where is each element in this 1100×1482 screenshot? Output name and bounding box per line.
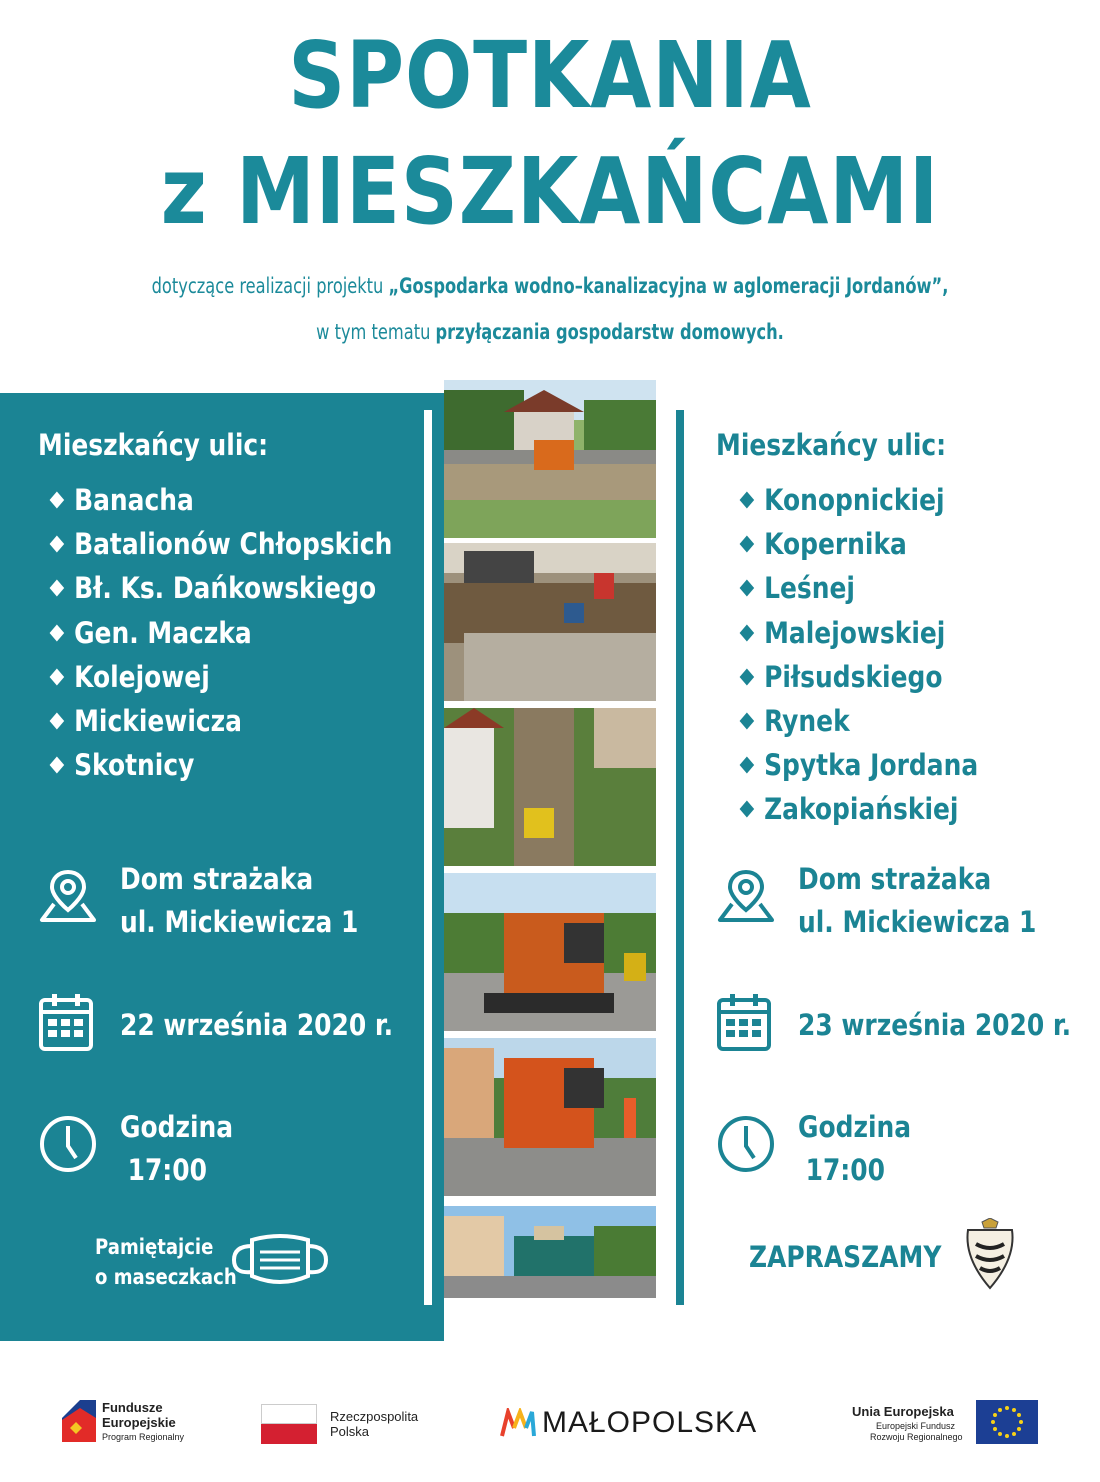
street-name: Leśnej	[764, 571, 855, 606]
right-place	[798, 858, 1036, 944]
street-name: Banacha	[74, 483, 194, 518]
right-place-name: Dom strażaka	[798, 862, 992, 896]
fe-line3: Program Regionalny	[102, 1432, 185, 1442]
construction-photo	[444, 1038, 656, 1196]
street-item	[740, 611, 978, 655]
diamond-bullet-icon	[50, 492, 65, 509]
subtitle-intro: dotyczące realizacji projektu	[151, 274, 389, 298]
street-item	[740, 743, 978, 787]
poster-title-line1: SPOTKANIA	[288, 22, 812, 129]
left-time	[120, 1106, 234, 1192]
calendar-icon	[38, 992, 94, 1052]
diamond-bullet-icon	[740, 757, 755, 774]
malopolska-text: MAŁOPOLSKA	[542, 1406, 758, 1439]
diamond-bullet-icon	[50, 580, 65, 597]
mask-line2: o maseczkach	[95, 1265, 237, 1289]
ue-line3: Rozwoju Regionalnego	[870, 1432, 963, 1442]
diamond-bullet-icon	[50, 757, 65, 774]
left-place-address: ul. Mickiewicza 1	[120, 905, 359, 939]
spacer-icon	[60, 1452, 61, 1453]
street-name: Skotnicy	[74, 748, 195, 783]
subtitle-project: „Gospodarka wodno–kanalizacyjna w aglomeracji Jordanów”,	[388, 274, 949, 298]
location-pin-icon	[716, 868, 776, 924]
fe-line1: Fundusze	[102, 1400, 163, 1415]
location-pin-icon	[38, 868, 98, 924]
town-coat-of-arms-icon	[962, 1218, 1018, 1290]
diamond-bullet-icon	[740, 536, 755, 553]
diamond-bullet-icon	[740, 713, 755, 730]
street-item	[50, 743, 392, 787]
invite-text: ZAPRASZAMY	[749, 1240, 942, 1274]
street-name: Spytka Jordana	[764, 748, 979, 783]
street-name: Batalionów Chłopskich	[74, 527, 393, 562]
left-place-name: Dom strażaka	[120, 862, 314, 896]
right-heading: Mieszkańcy ulic:	[716, 428, 947, 462]
subtitle-line2	[77, 320, 1023, 344]
mask-line1: Pamiętajcie	[95, 1235, 214, 1259]
diamond-bullet-icon	[50, 713, 65, 730]
construction-photo	[444, 543, 656, 701]
street-name: Piłsudskiego	[764, 659, 943, 694]
eu-flag-icon	[976, 1400, 1038, 1444]
fe-line2: Europejskie	[102, 1415, 176, 1430]
diamond-bullet-icon	[50, 536, 65, 553]
diamond-bullet-icon	[740, 668, 755, 685]
street-item	[740, 478, 978, 522]
construction-photo	[444, 708, 656, 866]
street-item	[50, 611, 392, 655]
rp-line2: Polska	[330, 1424, 370, 1439]
street-item	[50, 478, 392, 522]
left-time-value: 17:00	[127, 1153, 207, 1187]
street-name: Malejowskiej	[764, 615, 946, 650]
calendar-icon	[716, 992, 772, 1052]
street-name: Gen. Maczka	[74, 615, 252, 650]
street-item	[50, 522, 392, 566]
left-street-list	[50, 478, 448, 787]
left-heading: Mieszkańcy ulic:	[38, 428, 269, 462]
street-item	[740, 655, 978, 699]
mask-reminder	[95, 1232, 237, 1292]
right-time-value: 17:00	[805, 1153, 885, 1187]
left-time-label: Godzina	[120, 1110, 234, 1144]
diamond-bullet-icon	[740, 580, 755, 597]
street-item	[740, 787, 978, 831]
ue-line2: Europejski Fundusz	[876, 1421, 956, 1431]
flag-red-stripe	[261, 1424, 317, 1444]
subtitle-intro2: w tym tematu	[316, 320, 436, 344]
street-name: Mickiewicza	[74, 704, 243, 739]
street-name: Zakopiańskiej	[764, 792, 959, 827]
right-date: 23 września 2020 r.	[798, 1008, 1072, 1042]
malopolska-icon	[500, 1408, 536, 1438]
right-time	[798, 1106, 912, 1192]
face-mask-icon	[230, 1232, 330, 1288]
street-name: Bł. Ks. Dańkowskiego	[74, 571, 377, 606]
construction-photo	[444, 1206, 656, 1298]
street-item	[50, 566, 392, 610]
diamond-bullet-icon	[740, 492, 755, 509]
right-time-label: Godzina	[798, 1110, 912, 1144]
rp-line1: Rzeczpospolita	[330, 1409, 419, 1424]
street-name: Konopnickiej	[764, 483, 945, 518]
right-place-address: ul. Mickiewicza 1	[798, 905, 1037, 939]
street-name: Kopernika	[764, 527, 907, 562]
street-name: Kolejowej	[74, 659, 210, 694]
clock-icon	[716, 1114, 776, 1174]
diamond-bullet-icon	[740, 624, 755, 641]
street-item	[50, 655, 392, 699]
left-place	[120, 858, 358, 944]
street-item	[740, 522, 978, 566]
poster-title-line2: z MIESZKAŃCAMI	[160, 138, 940, 245]
construction-photo	[444, 380, 656, 538]
fundusze-europejskie-icon	[62, 1400, 96, 1442]
left-date: 22 września 2020 r.	[120, 1008, 394, 1042]
ue-line1: Unia Europejska	[852, 1404, 954, 1419]
flag-white-stripe	[261, 1404, 317, 1424]
street-item	[50, 699, 392, 743]
subtitle-line1	[77, 274, 1023, 298]
construction-photo	[444, 873, 656, 1031]
diamond-bullet-icon	[50, 624, 65, 641]
street-name: Rynek	[764, 704, 850, 739]
right-street-list	[740, 478, 1017, 832]
right-divider-line	[676, 410, 684, 1305]
clock-icon	[38, 1114, 98, 1174]
diamond-bullet-icon	[50, 668, 65, 685]
street-item	[740, 566, 978, 610]
street-item	[740, 699, 978, 743]
subtitle-topic: przyłączania gospodarstw domowych.	[435, 320, 784, 344]
diamond-bullet-icon	[740, 801, 755, 818]
